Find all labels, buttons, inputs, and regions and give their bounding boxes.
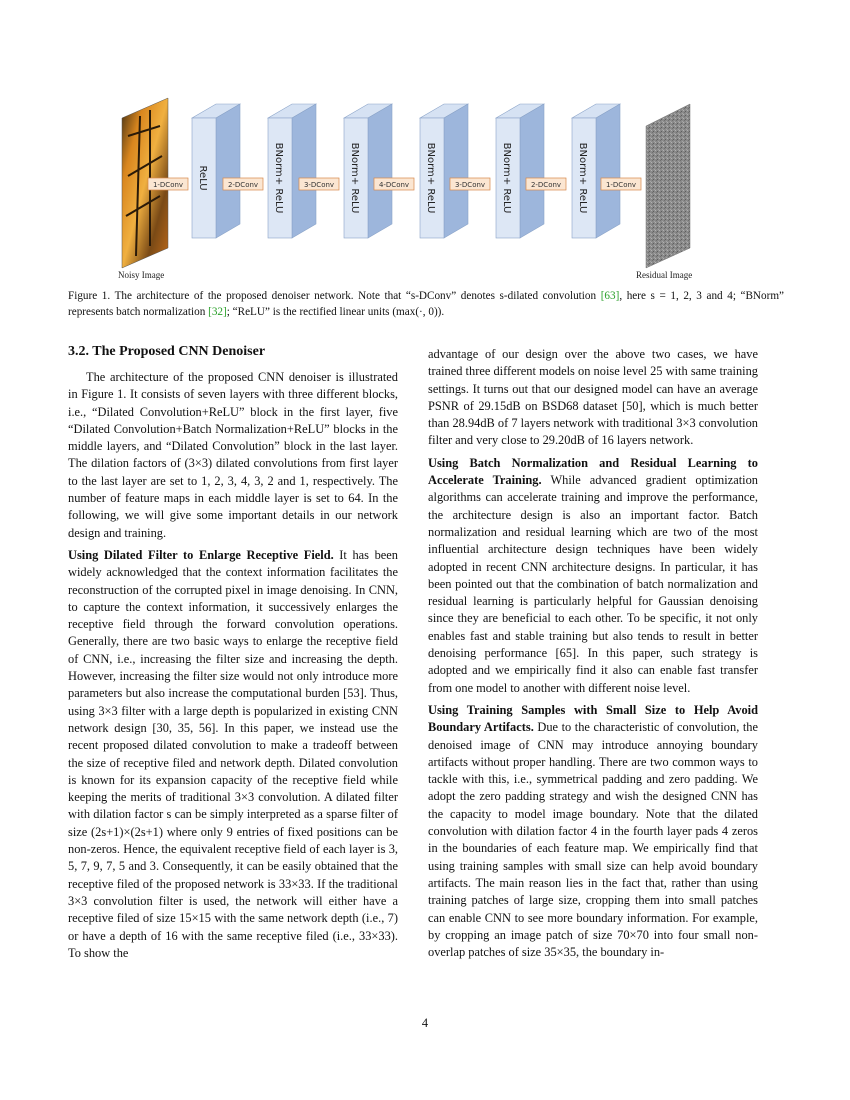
caption-mid: , here s = 1, 2, 3 and 4; “BNorm” represents batch normalization [68, 290, 785, 318]
activation-label: BNorm+ ReLU [273, 142, 284, 214]
caption-end: ; “ReLU” is the rectified linear units (max(·, 0)). [226, 306, 445, 318]
paragraph [428, 702, 758, 961]
layer-block [192, 104, 240, 238]
activation-label: BNorm+ ReLU [501, 142, 512, 214]
layer-blocks [148, 104, 641, 238]
caption-text: The architecture of the proposed denoiser network. Note that “s-DConv” denotes s-dilated convolution [110, 290, 601, 302]
citation-link[interactable]: [32] [208, 306, 227, 318]
svg-text:1-DConv: 1-DConv [152, 181, 184, 189]
conv-label [223, 178, 263, 190]
paragraph-body: It has been widely acknowledged that the context information facilitates the reconstruction of the corrupted pixel in image denoising. In CNN, to capture the context information, it successively enlarges the receptive field through the forward convolution operations. Generally, there are two basic ways to enlarge the receptive field of CNN, i.e., increasing the filter size and increasing the depth. However, increasing the filter size would not only introduce more parameters but also increase the computational burden [53]. Thus, using 3×3 filter with a large depth is popularized in existing CNN network design [30, 35, 56]. In this paper, we instead use the recent proposed dilated convolution to make a tradeoff between the size of receptive filed and network depth. Dilated convolution is known for its expansion capacity of the receptive field while keeping the merits of traditional 3×3 convolution. A dilated filter with dilation factor s can be simply interpreted as a sparse filter of size (2s+1)×(2s+1) where only 9 entries of fixed positions can be non-zeros. Hence, the equivalent receptive field of each layer is 3, 5, 7, 9, 7, 5 and 3. Consequently, it can be easily obtained that the receptive filed of the proposed network is 33×33. If the traditional 3×3 convolution filter is used, the network will either have a receptive filed of size 15×15 with the same network depth (i.e., 7) or have a depth of 16 with the same receptive filed (i.e., 33×33). To show the [68, 547, 398, 960]
run-in-heading: Using Dilated Filter to Enlarge Receptive Field. [68, 547, 334, 562]
activation-label: BNorm+ ReLU [577, 142, 588, 214]
left-column [68, 343, 398, 967]
svg-text:3-DConv: 3-DConv [303, 181, 335, 189]
network-diagram [0, 96, 850, 286]
residual-image-label: Residual Image [636, 270, 693, 280]
layer-block [572, 104, 620, 238]
layer-block [268, 104, 316, 238]
paragraph: The architecture of the proposed CNN denoiser is illustrated in Figure 1. It consists of seven layers with three different blocks, i.e., “Dilated Convolution+ReLU” block in the first layer, five “Dilated Convolution+Batch Normalization+ReLU” blocks in the middle layers, and “Dilated Convolution” block in the last layer. The dilation factors of (3×3) dilated convolutions from first layer to the last layer are set to 1, 2, 3, 4, 3, 2 and 1, respectively. The number of feature maps in each middle layer is set to 64. In the following, we will give some important details in our network design and training. [68, 370, 398, 540]
conv-label [526, 178, 566, 190]
layer-block [344, 104, 392, 238]
architecture-figure [0, 96, 850, 296]
svg-text:2-DConv: 2-DConv [227, 181, 259, 189]
conv-label [601, 178, 641, 190]
conv-label [374, 178, 414, 190]
section-title: 3.2. The Proposed CNN Denoiser [68, 344, 266, 359]
paragraph: advantage of our design over the above two cases, we have trained three different models on noise level 25 with same training settings. It turns out that our designed model can have an average PSNR of 29.15dB on BSD68 dataset [50], which is much better than 28.94dB of 7 layers network with traditional 3×3 convolution filter and very close to 29.20dB of 16 layers network. [428, 347, 758, 448]
run-in-heading: Using Training Samples with Small Size to Help Avoid Boundary Artifacts. [428, 702, 758, 735]
layer-block [496, 104, 544, 238]
paragraph-body: While advanced gradient optimization algorithms can accelerate training and improve the performance, the architecture design is also an important factor. Batch normalization and residual learning which are two of the most influential architecture design techniques have been widely adopted in recent CNN architecture designs. In particular, it has been pointed out that the combination of batch normalization and residual learning is particularly helpful for Gaussian denoising since they are beneficial to each other. To be specific, it not only enables fast and stable training but also tends to result in better denoising performance [65]. In this paper, such strategy is adopted and we empirically find it also can enable fast transfer from one model to another with different noise level. [428, 473, 758, 695]
activation-label: BNorm+ ReLU [425, 142, 436, 214]
citation-link[interactable]: [63] [600, 290, 620, 302]
conv-label [450, 178, 490, 190]
conv-label [148, 178, 188, 190]
page-number: 4 [421, 1016, 429, 1030]
layer-block [420, 104, 468, 238]
caption-prefix: Figure 1. [68, 290, 111, 302]
right-column [428, 346, 758, 966]
svg-text:4-DConv: 4-DConv [378, 181, 410, 189]
paragraph-body: Due to the characteristic of convolution, the denoised image of CNN may introduce annoying boundary artifacts without proper handling. There are two common ways to tackle with this, i.e., symmetrical padding and zero padding. We adopt the zero padding strategy and wish the designed CNN has the capacity to model image boundary. Note that the dilated convolution with dilation factor 4 in the fourth layer pads 4 zeros in the boundaries of each feature map. We empirically find that using training samples with small size can help avoid boundary artifacts. The main reason lies in the fact that, rather than using training patches of large size, cropping them into small patches can enable CNN to see more boundary information. For example, by cropping an image patch of size 70×70 into four small non-overlap patches of size 35×35, the boundary in- [428, 720, 758, 960]
noisy-image-label: Noisy Image [118, 270, 165, 280]
residual-image [646, 104, 690, 268]
svg-text:2-DConv: 2-DConv [530, 181, 562, 189]
figure-caption [68, 288, 784, 320]
conv-label [299, 178, 339, 190]
paragraph [428, 455, 758, 697]
svg-text:3-DConv: 3-DConv [454, 181, 486, 189]
activation-label: ReLU [197, 165, 208, 191]
paragraph [68, 547, 398, 962]
run-in-heading: Using Batch Normalization and Residual Learning to Accelerate Training. [428, 455, 758, 488]
svg-text:1-DConv: 1-DConv [605, 181, 637, 189]
activation-label: BNorm+ ReLU [349, 142, 360, 214]
